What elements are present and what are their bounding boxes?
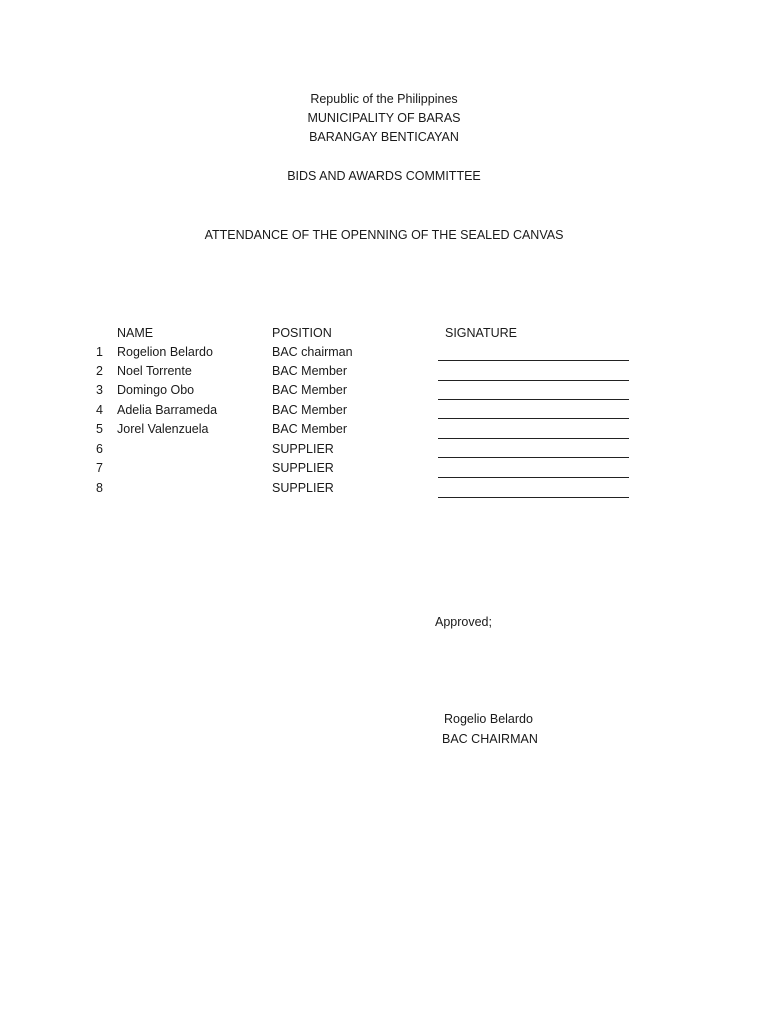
row-number: 8 [96, 481, 103, 495]
approver-name: Rogelio Belardo [444, 712, 533, 726]
row-number: 4 [96, 403, 103, 417]
signature-line [438, 360, 629, 361]
signature-line [438, 380, 629, 381]
signature-line [438, 438, 629, 439]
header-committee: BIDS AND AWARDS COMMITTEE [287, 169, 481, 183]
approved-label: Approved; [435, 615, 492, 629]
row-name: Jorel Valenzuela [117, 422, 209, 436]
row-name: Domingo Obo [117, 383, 195, 397]
row-name: Noel Torrente [117, 364, 192, 378]
row-position: BAC Member [272, 383, 348, 397]
row-number: 3 [96, 383, 103, 397]
column-header-position: POSITION [272, 326, 332, 340]
row-name: Rogelion Belardo [117, 345, 213, 359]
row-position: SUPPLIER [272, 481, 334, 495]
row-position: BAC Member [272, 403, 348, 417]
signature-line [438, 457, 629, 458]
column-header-name: NAME [117, 326, 154, 340]
header-country: Republic of the Philippines [310, 92, 458, 106]
approver-title: BAC CHAIRMAN [442, 732, 538, 746]
row-number: 2 [96, 364, 103, 378]
signature-line [438, 497, 629, 498]
header-municipality: MUNICIPALITY OF BARAS [307, 111, 461, 125]
row-number: 7 [96, 461, 103, 475]
header-barangay: BARANGAY BENTICAYAN [309, 130, 459, 144]
row-number: 6 [96, 442, 103, 456]
row-number: 5 [96, 422, 103, 436]
signature-line [438, 477, 629, 478]
signature-line [438, 418, 629, 419]
row-position: BAC chairman [272, 345, 353, 359]
row-number: 1 [96, 345, 103, 359]
row-position: BAC Member [272, 422, 348, 436]
column-header-signature: SIGNATURE [445, 326, 517, 340]
signature-line [438, 399, 629, 400]
row-position: SUPPLIER [272, 442, 334, 456]
document-title: ATTENDANCE OF THE OPENNING OF THE SEALED CANVAS [204, 228, 564, 242]
row-position: BAC Member [272, 364, 348, 378]
row-name: Adelia Barrameda [117, 403, 218, 417]
row-position: SUPPLIER [272, 461, 334, 475]
